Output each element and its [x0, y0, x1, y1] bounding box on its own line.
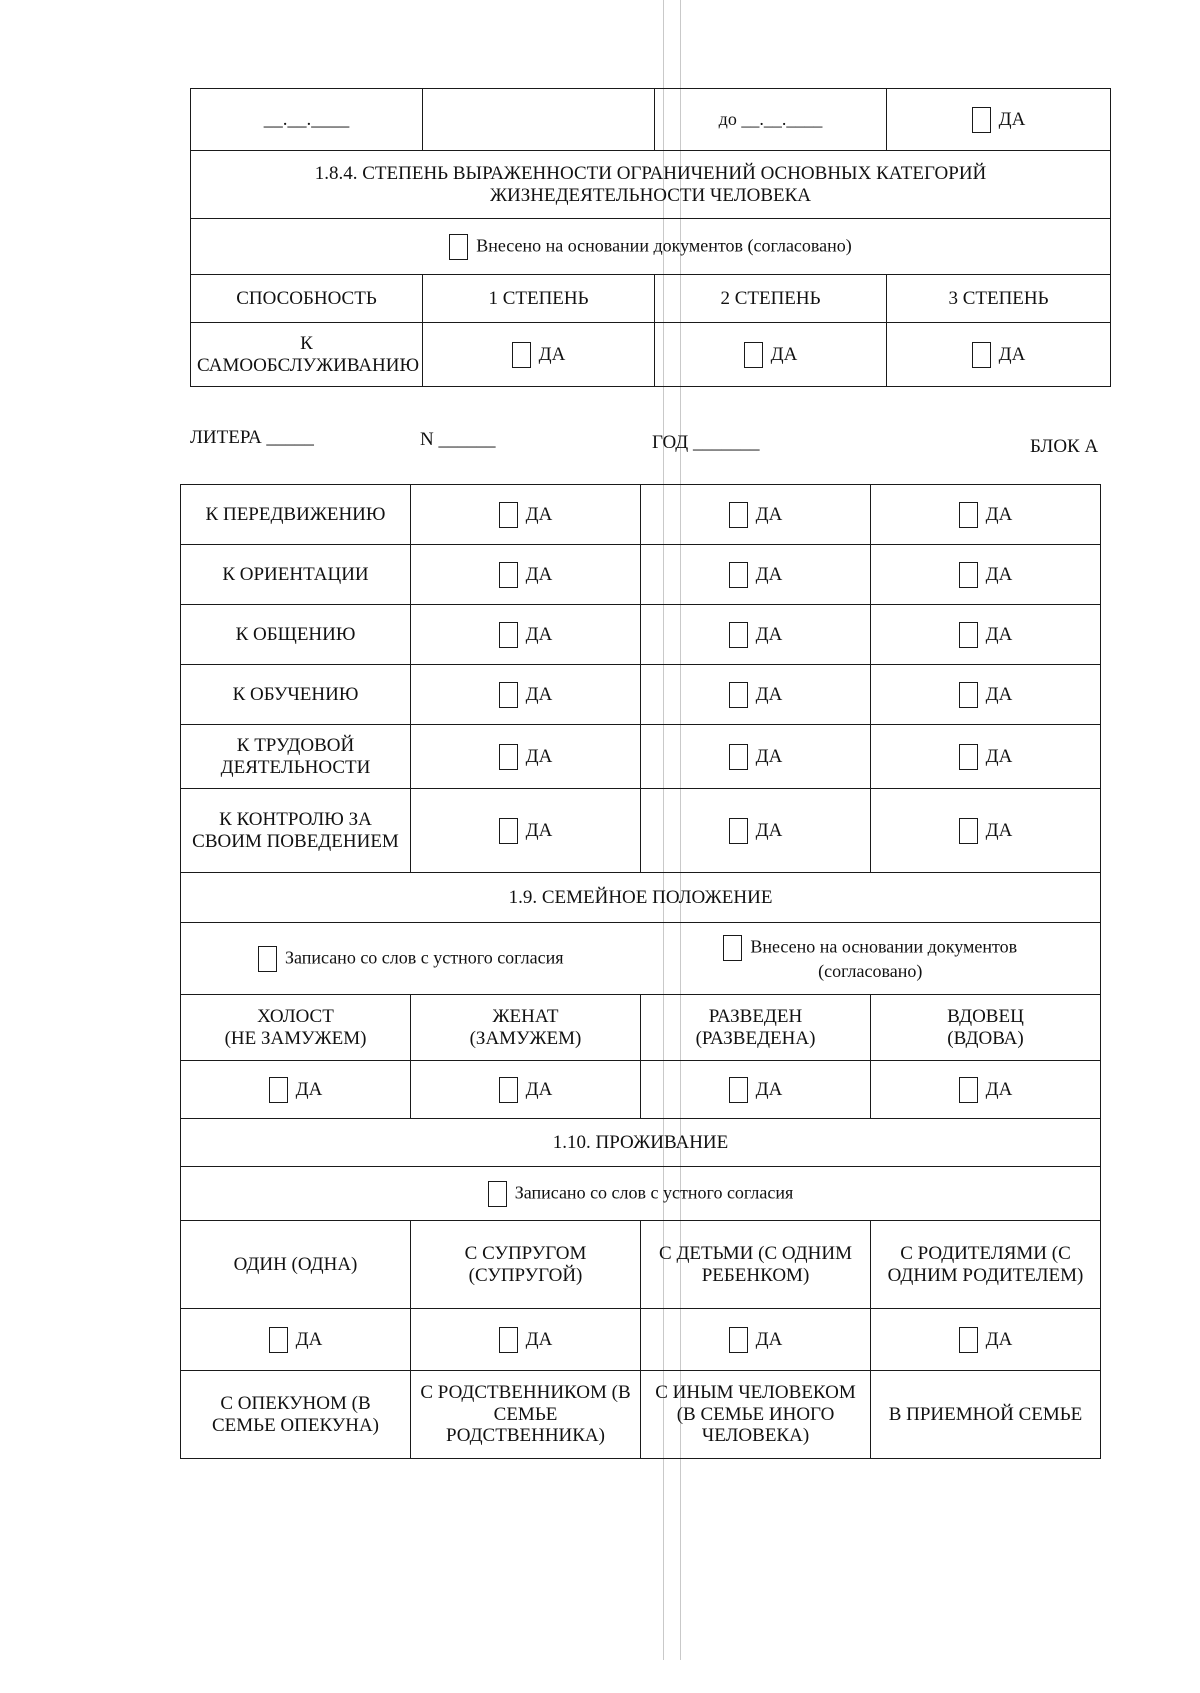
ability-row: К ОБУЧЕНИЮ ДА ДА ДА [181, 665, 1101, 725]
checkbox[interactable] [269, 1327, 288, 1353]
option-label: С ОПЕКУНОМ (В СЕМЬЕ ОПЕКУНА) [181, 1371, 411, 1459]
option-label: С РОДСТВЕННИКОМ (В СЕМЬЕ РОДСТВЕННИКА) [411, 1371, 641, 1459]
checkbox[interactable] [729, 622, 748, 648]
ability-label: К ОРИЕНТАЦИИ [181, 545, 411, 605]
ability-row: К ОРИЕНТАЦИИ ДА ДА ДА [181, 545, 1101, 605]
option-label: РАЗВЕДЕН (РАЗВЕДЕНА) [641, 995, 871, 1061]
option-label: ЖЕНАТ (ЗАМУЖЕМ) [411, 995, 641, 1061]
oral-consent-checkbox[interactable] [258, 946, 277, 972]
date-field[interactable]: __.__.____ [191, 89, 423, 151]
ability-label: К ОБЩЕНИЮ [181, 605, 411, 665]
col-header-degree-1: 1 СТЕПЕНЬ [423, 275, 655, 323]
checkbox[interactable] [729, 1327, 748, 1353]
ability-row: К ТРУДОВОЙ ДЕЯТЕЛЬНОСТИ ДА ДА ДА [181, 725, 1101, 789]
block-label: БЛОК А [1030, 436, 1099, 457]
section-title: 1.8.4. СТЕПЕНЬ ВЫРАЖЕННОСТИ ОГРАНИЧЕНИЙ ОСНОВНЫХ КАТЕГОРИЙ ЖИЗНЕДЕЯТЕЛЬНОСТИ ЧЕЛОВЕКА [191, 151, 1111, 219]
section-title: 1.10. ПРОЖИВАНИЕ [181, 1119, 1101, 1167]
checkbox[interactable] [959, 1327, 978, 1353]
year-field[interactable]: ГОД _______ [652, 432, 760, 453]
ability-row: К ПЕРЕДВИЖЕНИЮ ДА ДА ДА [181, 485, 1101, 545]
col-header-degree-2: 2 СТЕПЕНЬ [655, 275, 887, 323]
checkbox[interactable] [269, 1077, 288, 1103]
litera-field[interactable]: ЛИТЕРА _____ [190, 427, 314, 448]
checkbox[interactable] [499, 818, 518, 844]
checkbox[interactable] [959, 818, 978, 844]
option-label: С РОДИТЕЛЯМИ (С ОДНИМ РОДИТЕЛЕМ) [871, 1221, 1101, 1309]
checkbox[interactable] [959, 502, 978, 528]
checkbox[interactable] [499, 682, 518, 708]
yes-option: ДА [887, 89, 1111, 151]
docs-note: Внесено на основании документов (согласовано) [191, 219, 1111, 275]
option-label: С СУПРУГОМ (СУПРУГОЙ) [411, 1221, 641, 1309]
checkbox[interactable] [959, 682, 978, 708]
ability-row: К САМООБСЛУЖИВАНИЮ ДА ДА ДА [191, 323, 1111, 387]
option-label: ВДОВЕЦ (ВДОВА) [871, 995, 1101, 1061]
col-header-degree-3: 3 СТЕПЕНЬ [887, 275, 1111, 323]
checkbox[interactable] [729, 1077, 748, 1103]
checkbox[interactable] [729, 562, 748, 588]
checkbox[interactable] [729, 744, 748, 770]
ability-label: К ПЕРЕДВИЖЕНИЮ [181, 485, 411, 545]
consent-row: Записано со слов с устного согласия [181, 1167, 1101, 1221]
living-options: ДА ДА ДА ДА [181, 1309, 1101, 1371]
docs-checkbox[interactable] [449, 234, 468, 260]
ability-row: К ОБЩЕНИЮ ДА ДА ДА [181, 605, 1101, 665]
consent-row: Записано со слов с устного согласия Внесено на основании документов (согласовано) [181, 923, 1101, 995]
checkbox[interactable] [729, 502, 748, 528]
checkbox[interactable] [729, 682, 748, 708]
col-header-ability: СПОСОБНОСТЬ [191, 275, 423, 323]
checkbox[interactable] [499, 1077, 518, 1103]
ability-label: К САМООБСЛУЖИВАНИЮ [191, 323, 423, 387]
ability-label: К ТРУДОВОЙ ДЕЯТЕЛЬНОСТИ [181, 725, 411, 789]
checkbox[interactable] [744, 342, 763, 368]
checkbox[interactable] [499, 502, 518, 528]
checkbox[interactable] [729, 818, 748, 844]
limitations-table [190, 88, 1111, 387]
checkbox[interactable] [972, 107, 991, 133]
option-label: С ДЕТЬМИ (С ОДНИМ РЕБЕНКОМ) [641, 1221, 871, 1309]
checkbox[interactable] [499, 562, 518, 588]
checkbox[interactable] [499, 744, 518, 770]
checkbox[interactable] [959, 744, 978, 770]
checkbox[interactable] [959, 1077, 978, 1103]
ability-row: К КОНТРОЛЮ ЗА СВОИМ ПОВЕДЕНИЕМ ДА ДА ДА [181, 789, 1101, 873]
section-title: 1.9. СЕМЕЙНОЕ ПОЛОЖЕНИЕ [181, 873, 1101, 923]
ability-label: К ОБУЧЕНИЮ [181, 665, 411, 725]
checkbox[interactable] [959, 622, 978, 648]
checkbox[interactable] [959, 562, 978, 588]
checkbox[interactable] [512, 342, 531, 368]
ability-label: К КОНТРОЛЮ ЗА СВОИМ ПОВЕДЕНИЕМ [181, 789, 411, 873]
until-date-field[interactable]: до __.__.____ [655, 89, 887, 151]
option-label: ОДИН (ОДНА) [181, 1221, 411, 1309]
checkbox[interactable] [499, 622, 518, 648]
living-header-2 [181, 1371, 1101, 1459]
oral-consent-checkbox[interactable] [488, 1181, 507, 1207]
empty-cell [423, 89, 655, 151]
option-label: В ПРИЕМНОЙ СЕМЬЕ [871, 1371, 1101, 1459]
number-field[interactable]: N ______ [420, 429, 496, 450]
docs-checkbox[interactable] [723, 935, 742, 961]
date-row [191, 89, 1111, 151]
family-status-options: ДА ДА ДА ДА [181, 1061, 1101, 1119]
option-label: С ИНЫМ ЧЕЛОВЕКОМ (В СЕМЬЕ ИНОГО ЧЕЛОВЕКА) [641, 1371, 871, 1459]
checkbox[interactable] [499, 1327, 518, 1353]
family-status-header [181, 995, 1101, 1061]
option-label: ХОЛОСТ (НЕ ЗАМУЖЕМ) [181, 995, 411, 1061]
living-header [181, 1221, 1101, 1309]
header-row [191, 275, 1111, 323]
checkbox[interactable] [972, 342, 991, 368]
main-table [180, 484, 1101, 1459]
